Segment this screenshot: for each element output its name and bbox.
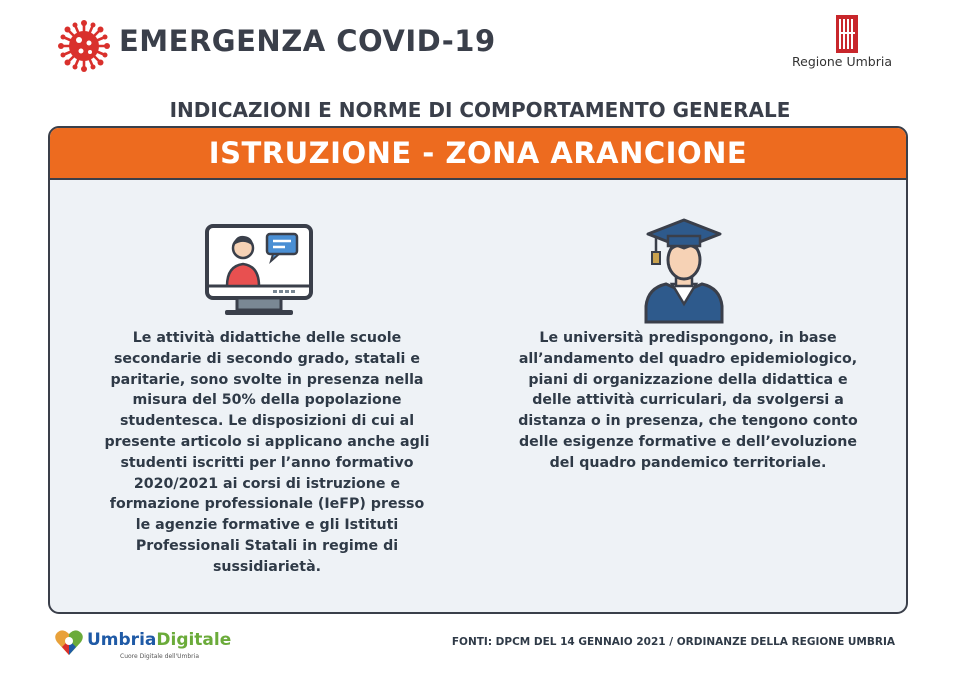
online-lesson-monitor-icon [205, 224, 313, 318]
umbria-digitale-logo-icon [54, 627, 84, 657]
virus-icon [58, 20, 110, 72]
universities-text: Le università predispongono, in base all’andamento del quadro epidemiologico, piani di organizzazione della didattica e delle attività curriculari, da svolgersi a distanza o in presenza, che tengono conto delle esigenze formative e dell’evoluzione del quadro pandemico territoriale. [518, 330, 858, 471]
region-name: Regione Umbria [792, 54, 892, 69]
sources-note: FONTI: DPCM DEL 14 GENNAIO 2021 / ORDINANZE DELLA REGIONE UMBRIA [451, 636, 895, 648]
card-banner: ISTRUZIONE - ZONA ARANCIONE [50, 128, 906, 180]
digitale-text: Digitale [156, 630, 232, 650]
umbria-text: Umbria [87, 630, 157, 650]
secondary-schools-text: Le attività didattiche delle scuole secondarie di secondo grado, statali e paritarie, sono svolte in presenza nella misura del 50% della popolazione studentesca. Le disposizioni di cui al presente articolo si applicano anche agli studenti iscritti per l’anno formativo 2020/2021 ai corsi di istruzione e formazione professionale (IeFP) presso le agenzie formative e gli Istituti Professionali Statali in regime di sussidiarietà. [104, 330, 430, 575]
graduate-student-icon [644, 218, 724, 324]
umbria-digitale-name [87, 630, 231, 650]
info-card [48, 126, 908, 614]
page-title: EMERGENZA COVID-19 [119, 24, 496, 58]
page-subtitle: INDICAZIONI E NORME DI COMPORTAMENTO GENERALE [169, 98, 791, 122]
umbria-digitale-tagline: Cuore Digitale dell'Umbria [120, 653, 199, 660]
regione-umbria-logo [836, 15, 858, 53]
